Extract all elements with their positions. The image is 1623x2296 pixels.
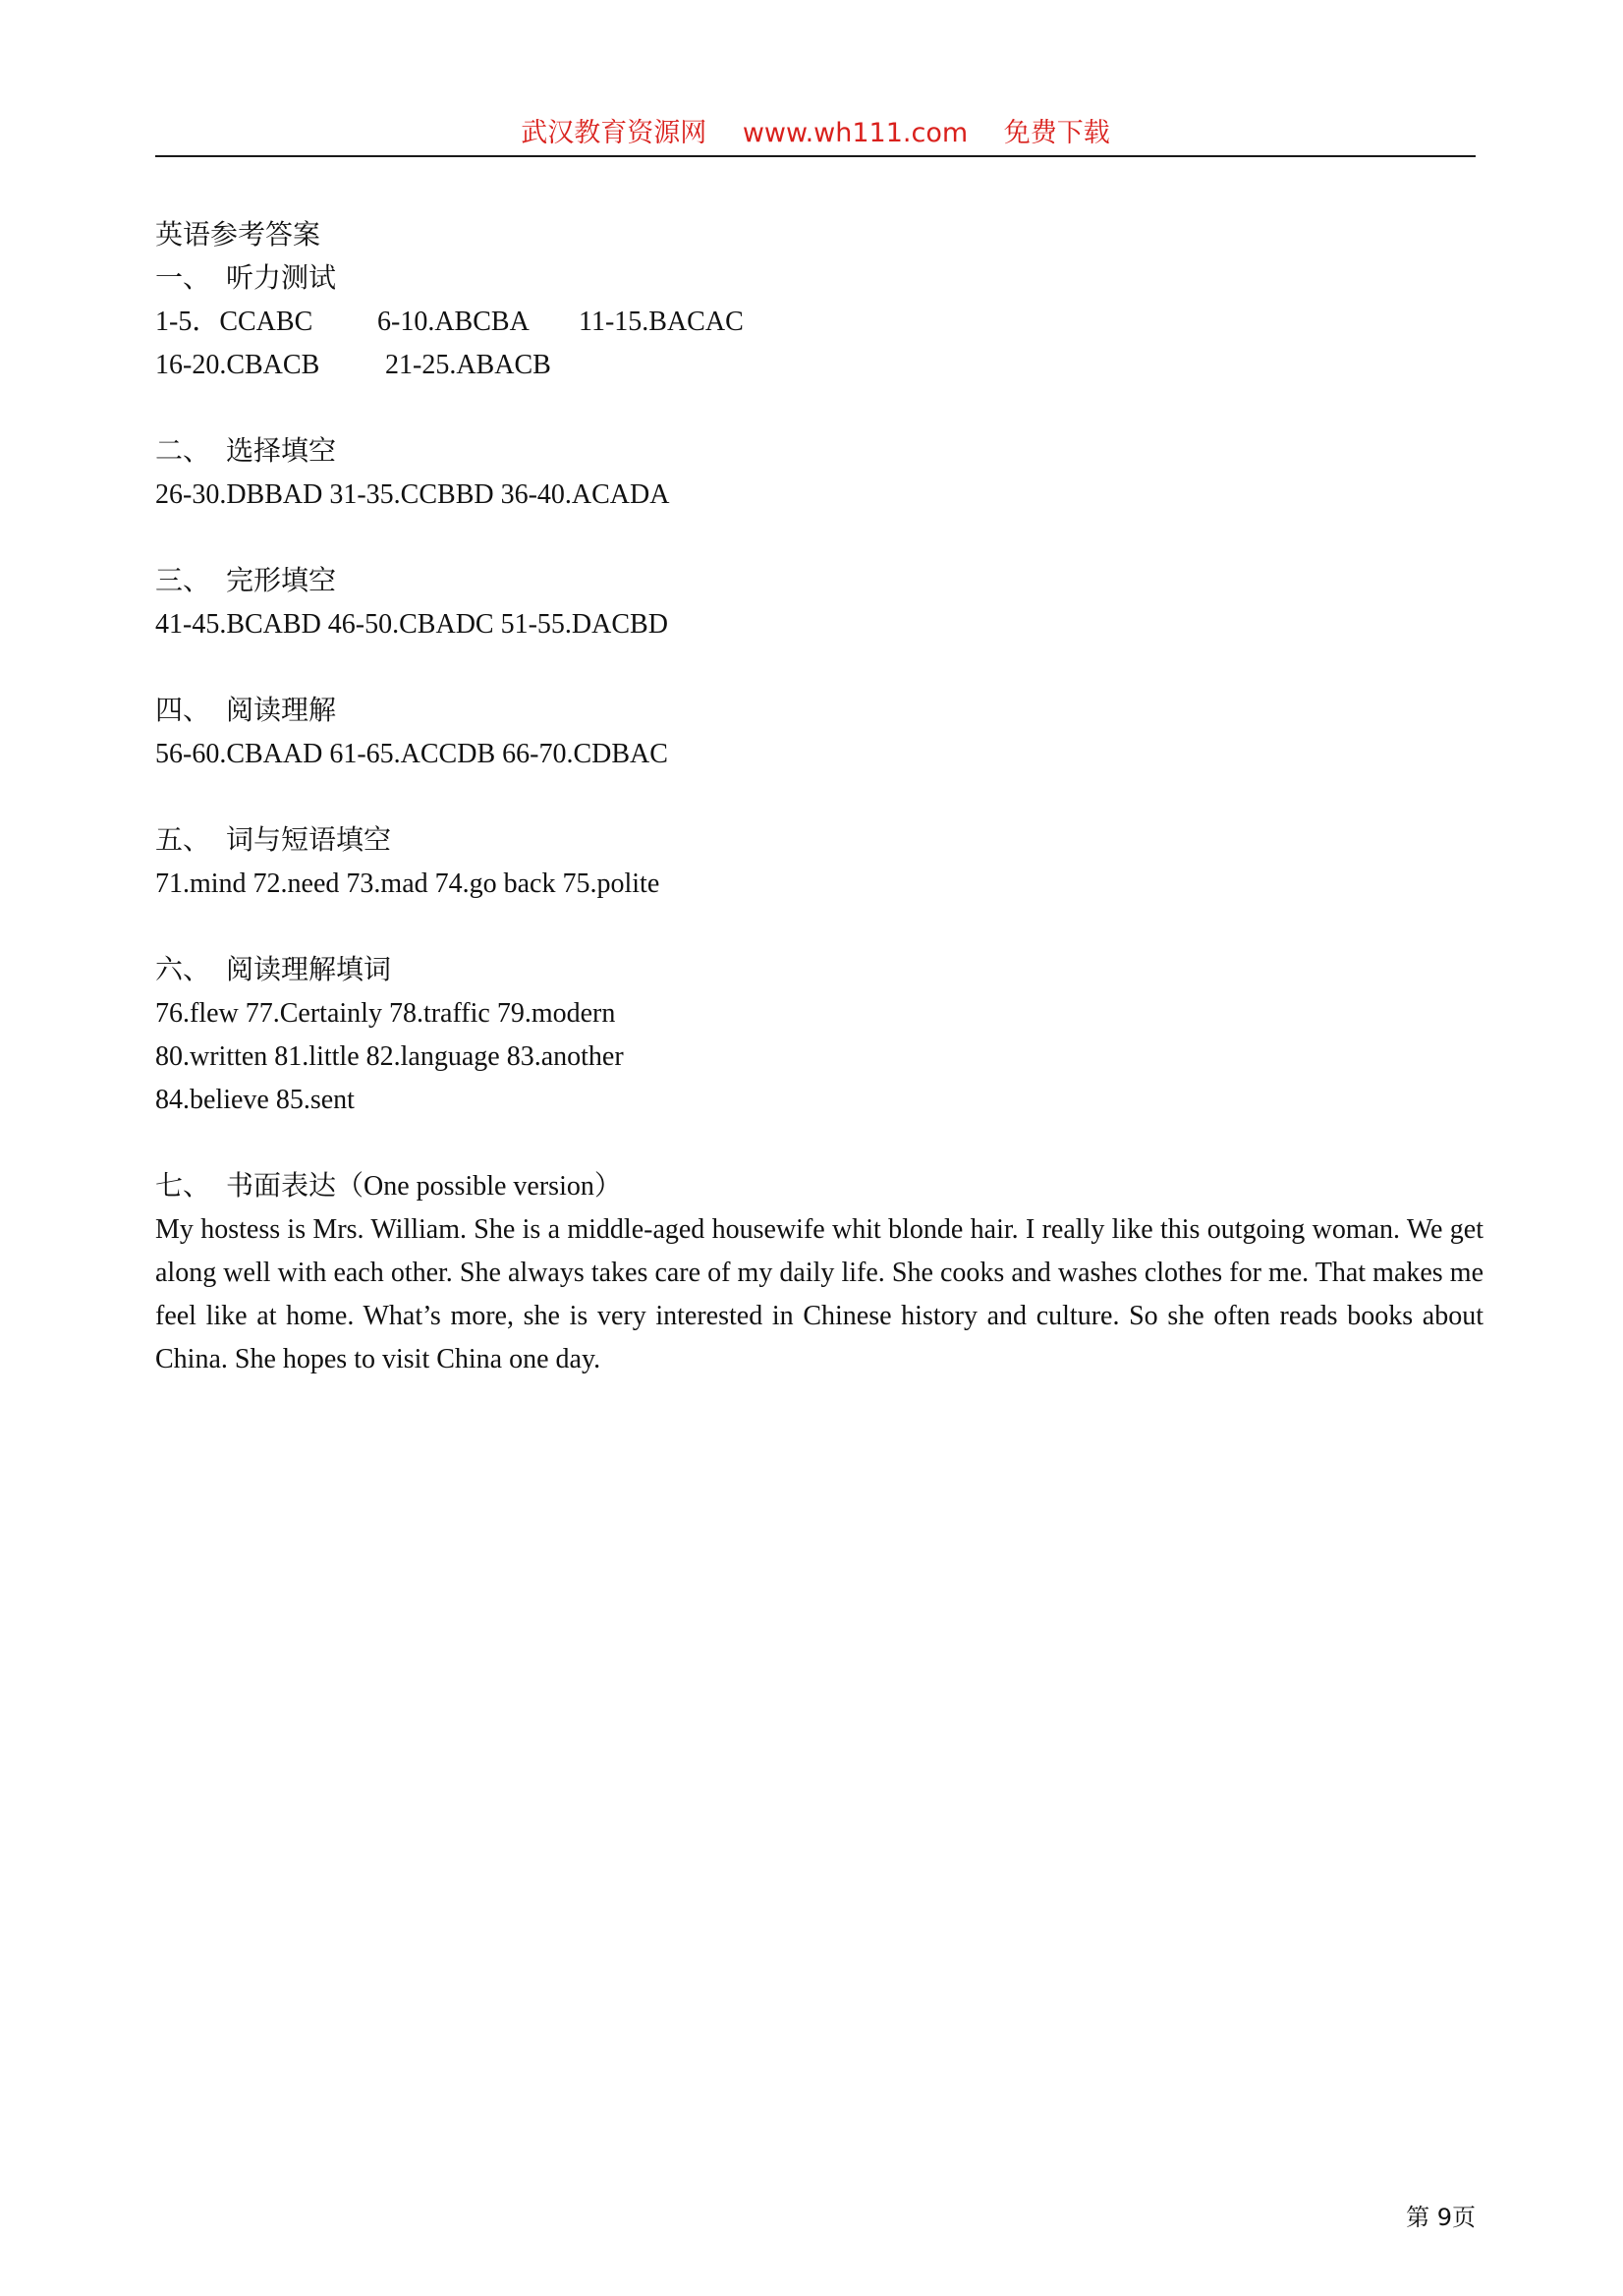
answer-line: 26-30.DBBAD 31-35.CCBBD 36-40.ACADA — [155, 479, 670, 510]
answer-line — [155, 301, 1483, 344]
answer-line: 71.mind 72.need 73.mad 74.go back 75.polite — [155, 868, 660, 899]
answer-group: 6-10.ABCBA — [377, 307, 530, 337]
section-writing — [155, 1165, 1483, 1381]
section-title: 书面表达（One possible version） — [226, 1171, 622, 1202]
section-heading — [155, 560, 1483, 603]
section-number: 二、 — [155, 436, 211, 467]
section-number: 四、 — [155, 696, 211, 726]
site-url[interactable]: www.wh111.com — [742, 118, 969, 148]
section-title: 听力测试 — [226, 263, 337, 294]
section-title: 阅读理解填词 — [226, 955, 392, 985]
header-divider — [155, 155, 1476, 157]
section-number: 一、 — [155, 263, 211, 294]
sample-essay: My hostess is Mrs. William. She is a middle-aged housewife whit blonde hair. I really like this outgoing woman. We get along well with each other. She always takes care of my daily life. She cooks and washes clothes for me. That makes me feel like at home. What’s more, she is very interested in Chinese history and culture. So she often reads books about China. She hopes to visit China one day. — [155, 1214, 1483, 1374]
section-word-fill — [155, 819, 1483, 906]
section-title: 完形填空 — [226, 566, 337, 596]
section-heading — [155, 690, 1483, 733]
section-choice — [155, 430, 1483, 517]
answer-key-document — [155, 214, 1483, 1425]
answer-line — [155, 344, 1483, 387]
answer-group: 1-5．CCABC — [155, 307, 313, 337]
answer-line: 80.written 81.little 82.language 83.another — [155, 1041, 624, 1072]
answer-line: 41-45.BCABD 46-50.CBADC 51-55.DACBD — [155, 609, 668, 640]
section-cloze — [155, 560, 1483, 646]
answer-group: 21-25.ABACB — [385, 350, 551, 380]
section-heading — [155, 819, 1483, 863]
section-title: 选择填空 — [226, 436, 337, 467]
section-number: 六、 — [155, 955, 211, 985]
section-number: 三、 — [155, 566, 211, 596]
document-title: 英语参考答案 — [155, 220, 321, 251]
section-title: 词与短语填空 — [226, 825, 392, 856]
section-listening — [155, 257, 1483, 387]
section-reading — [155, 690, 1483, 776]
section-heading — [155, 949, 1483, 992]
answer-line: 84.believe 85.sent — [155, 1085, 355, 1115]
page-number: 第 9页 — [1406, 2204, 1476, 2231]
answer-line: 76.flew 77.Certainly 78.traffic 79.modern — [155, 998, 616, 1029]
site-name: 武汉教育资源网 — [521, 118, 707, 148]
answer-group: 11-15.BACAC — [579, 307, 744, 337]
section-heading — [155, 257, 1483, 301]
answer-line: 56-60.CBAAD 61-65.ACCDB 66-70.CDBAC — [155, 739, 668, 769]
section-heading — [155, 1165, 1483, 1208]
section-reading-fill — [155, 949, 1483, 1122]
section-number: 七、 — [155, 1171, 211, 1202]
header-tagline: 免费下载 — [1003, 118, 1110, 148]
section-title: 阅读理解 — [226, 696, 337, 726]
section-heading — [155, 430, 1483, 474]
answer-group: 16-20.CBACB — [155, 350, 320, 380]
section-number: 五、 — [155, 825, 211, 856]
page-header — [155, 114, 1476, 153]
